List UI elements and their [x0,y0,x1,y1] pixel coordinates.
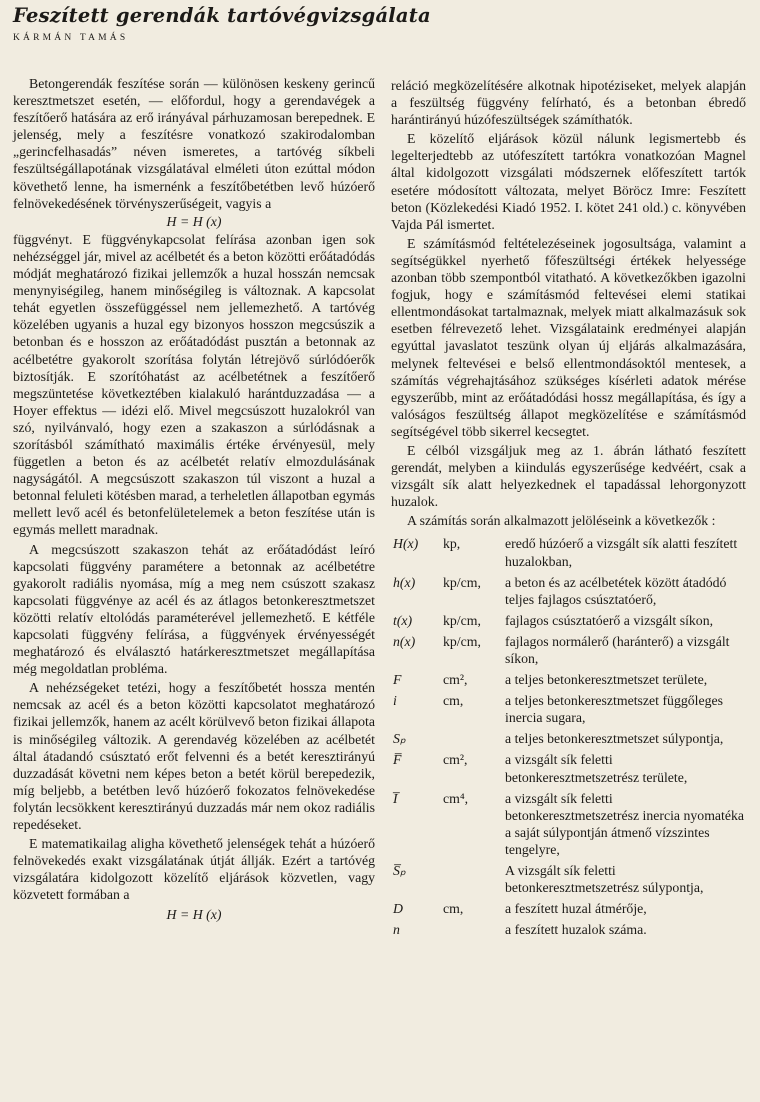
notation-symbol: F [393,672,402,688]
notation-row [391,790,746,858]
notation-row [391,535,746,569]
notation-unit: kp/cm, [443,574,481,590]
notation-symbol: H(x) [393,536,419,552]
notation-unit: kp, [443,536,461,552]
paragraph: Betongerendák feszítése során — különösen keskeny gerincű keresztmetszet esetén, — előfordul, hogy a gerendavégek a feszítőerő hatására az erő irányával párhuzamosan berepednek. E jelenség, mely a feszítésre vonatkozó szakirodalomban „gerincfelhasadás” néven ismeretes, a tartóvég síkbeli feszültségállapotának vizsgálatával elméleti úton ezúttal módon követhető lenne, ha ismernénk a feszítőbetétben levő húzóerő felnövekedésének törvényszerűségeit, vagyis a [13,76,375,211]
notation-row [391,574,746,608]
paragraph: A számítás során alkalmazott jelöléseink a következők : [407,513,716,529]
notation-symbol: S̅ₚ [393,863,406,879]
notation-symbol: D [393,901,403,917]
notation-description: a teljes betonkeresztmetszet függőleges inercia sugara, [505,693,723,726]
notation-description: fajlagos csúsztatóerő a vizsgált síkon, [505,612,714,628]
notation-description: fajlagos normálerő (haránterő) a vizsgált síkon, [505,633,730,666]
notation-row [391,633,746,667]
notation-row [391,751,746,785]
notation-row [391,900,746,917]
notation-symbol: i [393,693,397,709]
notation-description: a teljes betonkeresztmetszet súlypontja, [505,731,724,747]
formula: H = H (x) [166,213,222,229]
notation-list [391,535,746,938]
notation-symbol: I̅ [393,790,398,806]
notation-symbol: n(x) [393,633,416,649]
notation-description: a beton és az acélbetétek között átadódó teljes fajlagos csúsztatóerő, [505,574,727,607]
paragraph: E számításmód feltételezéseinek jogosultsága, valamint a segítségükkel nyerhető főfeszültségi értékek helyessége azonban több szempontból vitatható. A következőkben igazolni fogjuk, hogy e számításmód feltevései elemi statikai ellentmondásokat tartalmaznak, melyek miatt alkalmazásuk sok esetben félrevezető lehet. Vizsgálataink eredményei alapján egyúttal javaslatot teszünk olyan új eljárás alkalmazására, melynek feltevései e belső ellentmondásoktól mentesek, a számítás végrehajtásához szükséges kísérleti adatok mérése egyszerűbb, mint az erőátadódási hossz megállapítása, és így a valóságos feszültség állapot megközelítése e számításmód segítségével több sikerrel kecsegtet. [391,235,746,439]
notation-symbol: F̅ [393,752,402,768]
notation-description: a feszített huzal átmérője, [505,901,647,917]
paragraph: E közelítő eljárások közül nálunk legismertebb és legelterjedtebb az utófeszített tartókra vonatkozóan Magnel által kidolgozott vizsgálati módszernek előfeszített tartók esetére módosított változata, melyet Böröcz Imre: Feszített beton (Közlekedési Kiadó 1952. I. kötet 241 old.) c. könyvében Vajda Pál ismertet. [391,131,746,232]
notation-symbol: Sₚ [393,731,406,747]
notation-description: eredő húzóerő a vizsgált sík alatti feszített huzalokban, [505,536,738,569]
notation-description: a vizsgált sík feletti betonkeresztmetszetrész területe, [505,752,688,785]
paragraph: függvényt. E függvénykapcsolat felírása azonban igen sok nehézséggel jár, mivel az acélbetét és a beton közötti erőátadódás módját meghatározó fizikai jellemzők a huzal hosszán nemcsak menynyiségileg, hanem minőségileg is változnak. A kapcsolat tehát egyetlen összefüggéssel nem jellemezhető. A tartóvég közelében ugyanis a huzal egy bizonyos hosszon megcsúszik a betonban és e hosszon az erőátadódást pusztán a betonnak az acélbetétre gyakorolt szorítása folytán létrejövő súrlódóerők biztosítják. E szorítóhatást az acélbetétnek a feszítőerő megszüntetése következtében kialakuló harántduzzadása — a Hoyer effektus — idézi elő. Mivel megcsúszott huzalokról van szó, nyilvánvaló, hogy ezen a szakaszon a súrlódásnak a szorításból számítható maximális értéke érvényesül, mely független a beton és az acélbetét relatív elmozdulásának nagyságától. A megcsúszott szakaszon túl viszont a huzal a betonnal feluleti kötésben marad, a terheletlen állapotban egymás mellett levő acél és betonfelületelemek a beton feszítése után is egymás mellett maradnak. [13,231,375,538]
left-column [13,75,375,923]
paragraph: E célból vizsgáljuk meg az 1. ábrán látható feszített gerendát, melyben a kiindulás egyszerűsége kedvéért, csak a vizsgált sík alatt helyezkednek el tapadással lehorgonyzott huzalok. [391,442,746,510]
right-column [391,77,746,942]
notation-row [391,862,746,896]
notation-unit: kp/cm, [443,633,481,649]
paragraph: A nehézségeket tetézi, hogy a feszítőbetét hossza mentén nemcsak az acél és a beton közötti kapcsolatot meghatározó fizikai jellemzők, hanem az acélt körülvevő beton fizikai állapota is minőségileg változik. A gerendavég közelében az acélbetét által átadandó csúsztató erőt felvenni és a betét keresztirányú duzzadását követni nem képes beton a betét körül berepedezik, míg beljebb, a betétben levő húzóerő fokozatos felnövekedése folytán lecsökkent keresztirányú duzzadás már nem okoz radiális repedéseket. [13,680,375,833]
paragraph: A megcsúszott szakaszon tehát az erőátadódást leíró kapcsolati függvény paramétere a betonnak az acélbetétre gyakorolt radiális nyomása, míg a meg nem csúszott szakasz kapcsolati függvénye az acél és az átlagos betonkeresztmetszet közötti relatív eltolódás paraméterével jellemezhető. E kétféle kapcsolati függvény felírása, a függvények érvényességét meghatározó és elválasztó határkeresztmetszet megállapítása még megoldatlan probléma. [13,541,375,677]
notation-row [391,671,746,688]
article-title: Feszített gerendák tartóvégvizsgálata [13,4,431,27]
notation-symbol: h(x) [393,574,416,590]
notation-row [391,921,746,938]
notation-unit: cm², [443,672,468,688]
notation-description: A vizsgált sík feletti betonkeresztmetszetrész súlypontja, [505,863,704,896]
notation-description: a teljes betonkeresztmetszet területe, [505,672,708,688]
notation-description: a feszített huzalok száma. [505,922,647,938]
notation-unit: cm, [443,901,464,917]
article-author: KÁRMÁN TAMÁS [13,33,129,43]
notation-unit: cm², [443,752,468,768]
notation-symbol: n [393,922,400,938]
paragraph: reláció megközelítésére alkotnak hipotéziseket, melyek alapján a feszültség függvény felírható, és a betonban ébredő harántirányú húzófeszültségek számíthatók. [391,78,746,128]
notation-row [391,730,746,747]
notation-description: a vizsgált sík feletti betonkeresztmetszetrész inercia nyomatéka a saját súlypontján átmenő vízszintes tengelyre, [505,790,745,857]
notation-row [391,612,746,629]
notation-unit: cm⁴, [443,790,469,806]
notation-row [391,692,746,726]
notation-unit: kp/cm, [443,612,481,628]
notation-symbol: t(x) [393,612,413,628]
formula: H = H (x) [166,906,222,922]
paragraph: E matematikailag aligha követhető jelenségek tehát a húzóerő felnövekedés exakt vizsgálatának útját állják. Ezért a tartóvég vizsgálatára kidolgozott közelítő eljárások közvetlen, vagy közvetett formában a [13,836,375,903]
notation-unit: cm, [443,693,464,709]
